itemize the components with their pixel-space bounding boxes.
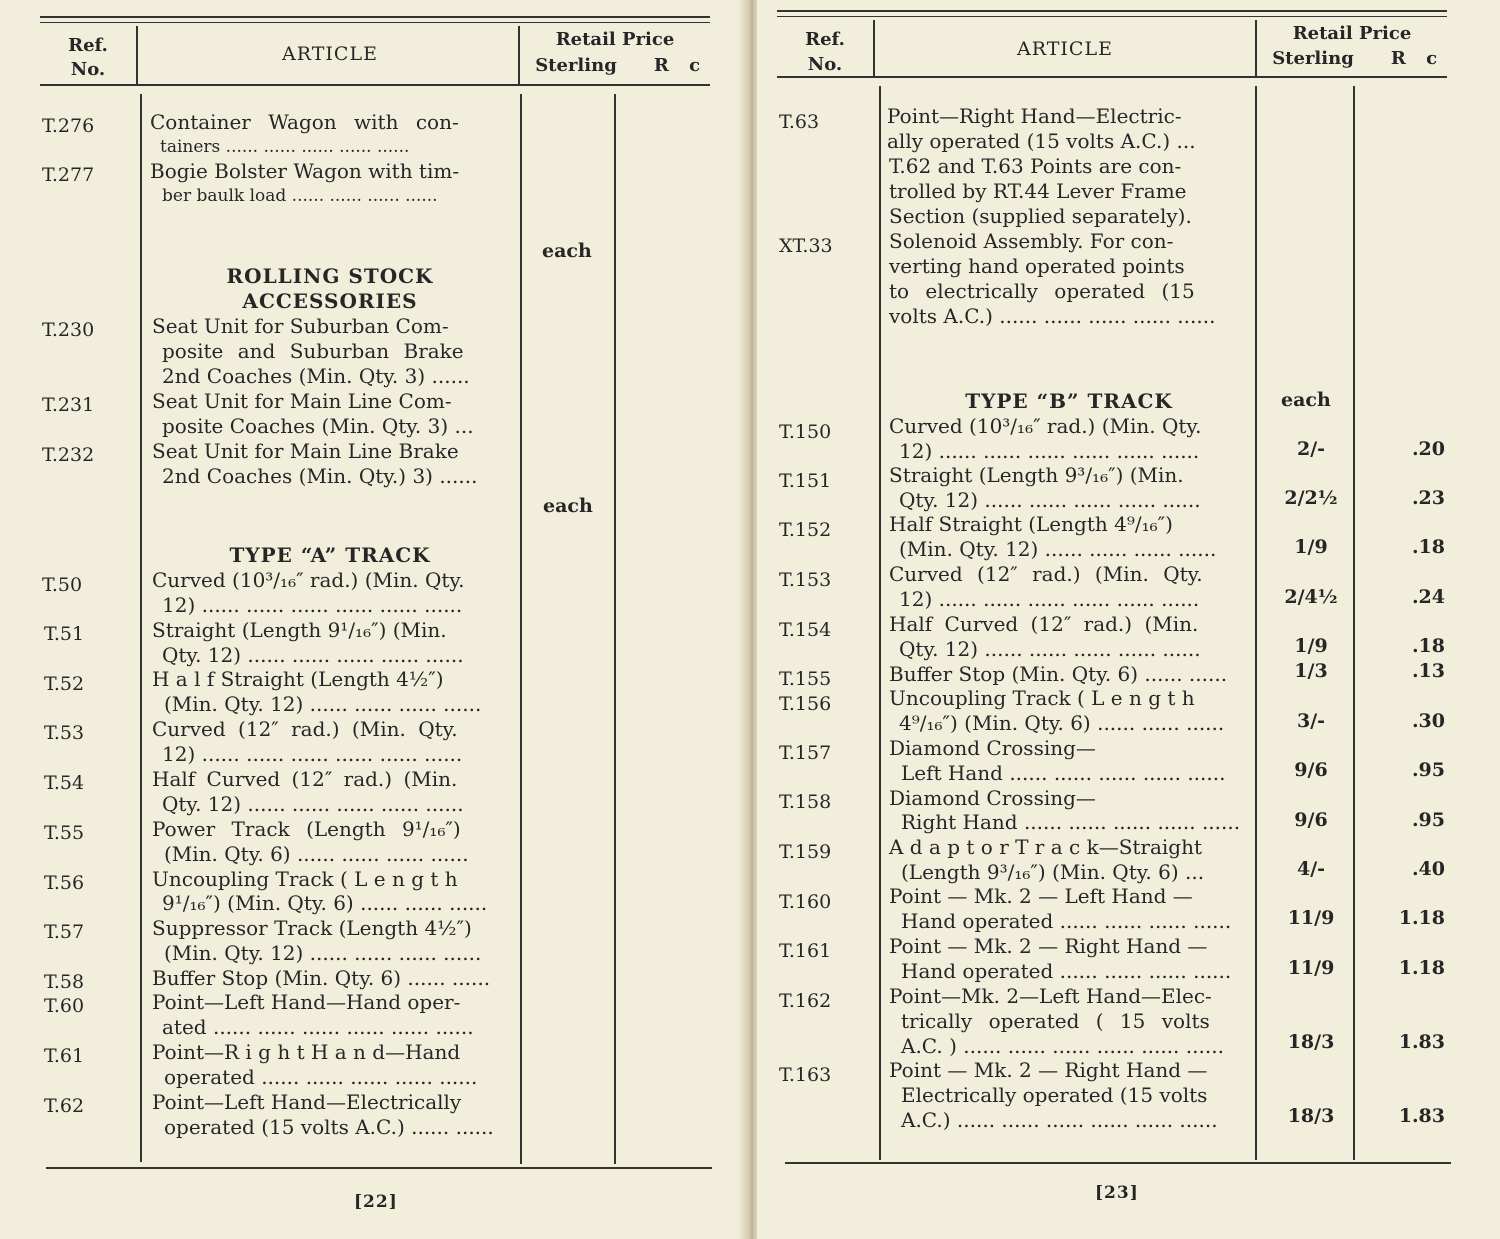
article-line: Straight (Length 9¹/₁₆″) (Min. <box>152 618 447 642</box>
page-number: [22] <box>354 1192 398 1212</box>
bottom-rule <box>785 1162 1451 1164</box>
ref-no: T.153 <box>779 569 832 591</box>
ref-no: T.51 <box>44 623 85 645</box>
article-line: (Min. Qty. 12) ...... ...... ...... ...... <box>899 537 1217 561</box>
ref-no: T.276 <box>42 115 95 137</box>
article-line: Half Curved (12″ rad.) (Min. <box>152 767 458 791</box>
article-line: Point — Mk. 2 — Right Hand — <box>889 1058 1208 1082</box>
page-number: [23] <box>1095 1183 1139 1203</box>
article-line: 12) ...... ...... ...... ...... ...... ...... <box>899 587 1200 611</box>
ref-no: T.52 <box>44 673 85 695</box>
article-line: H a l f Straight (Length 4½″) <box>152 667 444 691</box>
price-rc: 1.18 <box>1398 907 1445 929</box>
ref-no: T.160 <box>779 891 832 913</box>
section-heading: TYPE “A” TRACK <box>229 543 431 567</box>
article-line: (Min. Qty. 12) ...... ...... ...... ...... <box>164 941 482 965</box>
ref-no: T.231 <box>42 394 95 416</box>
article-line: Point — Mk. 2 — Left Hand — <box>889 884 1193 908</box>
article-line: Hand operated ...... ...... ...... ...... <box>901 959 1232 983</box>
article-line: ber baulk load ...... ...... ...... ...... <box>162 186 438 206</box>
price-rc: .40 <box>1411 858 1445 880</box>
ref-no: T.150 <box>779 421 832 443</box>
top-rule-inner <box>777 16 1447 17</box>
header-ref: Ref. <box>805 29 845 50</box>
price-rc: .23 <box>1411 487 1445 509</box>
price-sterling: 2/- <box>1296 438 1326 460</box>
article-line: volts A.C.) ...... ...... ...... ...... ...... <box>889 304 1216 328</box>
article-line: Power Track (Length 9¹/₁₆″) <box>152 817 461 841</box>
article-line: Container Wagon with con- <box>150 110 459 134</box>
article-line: Solenoid Assembly. For con- <box>889 229 1174 253</box>
header-rule <box>40 84 710 86</box>
price-sterling: 18/3 <box>1287 1031 1335 1053</box>
ref-no: T.161 <box>779 940 832 962</box>
article-line: Qty. 12) ...... ...... ...... ...... ...... <box>162 643 464 667</box>
article-line: operated ...... ...... ...... ...... ...... <box>164 1065 478 1089</box>
header-rc: R c <box>653 55 701 76</box>
article-line: Diamond Crossing— <box>889 786 1096 810</box>
ref-no: T.57 <box>44 921 85 943</box>
top-rule-inner <box>40 22 710 23</box>
article-line: Curved (12″ rad.) (Min. Qty. <box>889 562 1203 586</box>
article-line: posite Coaches (Min. Qty. 3) ... <box>162 414 474 438</box>
header-article: ARTICLE <box>1017 38 1113 60</box>
article-line: Point—Right Hand—Electric- <box>887 104 1182 128</box>
ref-no: T.56 <box>44 872 85 894</box>
article-line: A.C.) ...... ...... ...... ...... ...... ...... <box>901 1108 1218 1132</box>
right-page <box>757 0 1500 1239</box>
left-page <box>0 0 746 1239</box>
article-line: ally operated (15 volts A.C.) ... <box>887 129 1196 153</box>
ref-no: T.154 <box>779 619 832 641</box>
article-line: Electrically operated (15 volts <box>901 1083 1208 1107</box>
price-rc: .20 <box>1411 438 1445 460</box>
price-rc: .18 <box>1411 536 1445 558</box>
ref-no: T.162 <box>779 990 832 1012</box>
price-rc: 1.18 <box>1398 957 1445 979</box>
ref-no: T.63 <box>779 111 820 133</box>
article-line: Diamond Crossing— <box>889 736 1096 760</box>
header-ref: Ref. <box>68 35 108 56</box>
top-rule <box>777 10 1447 12</box>
article-line: Straight (Length 9³/₁₆″) (Min. <box>889 463 1184 487</box>
price-sterling: 11/9 <box>1287 907 1335 929</box>
header-rc: R c <box>1390 48 1438 69</box>
article-line: (Length 9³/₁₆″) (Min. Qty. 6) ... <box>901 860 1205 884</box>
article-line: Qty. 12) ...... ...... ...... ...... ...... <box>899 488 1201 512</box>
ref-no: T.60 <box>44 995 85 1017</box>
section-heading: TYPE “B” TRACK <box>965 389 1173 413</box>
article-line: 4⁹/₁₆″) (Min. Qty. 6) ...... ...... ...... <box>899 711 1225 735</box>
article-line: 12) ...... ...... ...... ...... ...... ...... <box>162 742 463 766</box>
article-line: Uncoupling Track ( L e n g t h <box>889 686 1195 710</box>
article-line: Seat Unit for Main Line Com- <box>152 389 452 413</box>
article-line: operated (15 volts A.C.) ...... ...... <box>164 1115 494 1139</box>
article-line: Curved (12″ rad.) (Min. Qty. <box>152 717 458 741</box>
article-line: Hand operated ...... ...... ...... ...... <box>901 909 1232 933</box>
ref-no: T.50 <box>42 574 83 596</box>
ref-no: T.62 <box>44 1095 85 1117</box>
price-sterling: 18/3 <box>1287 1105 1335 1127</box>
ref-no: T.58 <box>44 971 85 993</box>
article-line: Point—Left Hand—Hand oper- <box>152 990 461 1014</box>
each-label: each <box>542 240 592 262</box>
article-line: trolled by RT.44 Lever Frame <box>889 179 1187 203</box>
ref-no: T.157 <box>779 742 832 764</box>
article-line: Right Hand ...... ...... ...... ...... ...... <box>901 810 1241 834</box>
price-rc: .18 <box>1411 635 1445 657</box>
article-line: to electrically operated (15 <box>889 279 1195 303</box>
article-line: Point—Mk. 2—Left Hand—Elec- <box>889 984 1212 1008</box>
price-rc: .24 <box>1411 586 1445 608</box>
ref-no: T.152 <box>779 519 832 541</box>
ref-no: T.54 <box>44 772 85 794</box>
header-retail-price: Retail Price <box>1292 23 1412 44</box>
article-line: Uncoupling Track ( L e n g t h <box>152 867 458 891</box>
price-sterling: 2/4½ <box>1284 586 1338 608</box>
header-divider <box>136 26 138 84</box>
price-rc: .30 <box>1411 710 1445 732</box>
article-line: 9¹/₁₆″) (Min. Qty. 6) ...... ...... ...... <box>162 891 488 915</box>
column-divider-article <box>1255 86 1257 1160</box>
article-line: Half Curved (12″ rad.) (Min. <box>889 612 1199 636</box>
ref-no: T.230 <box>42 319 95 341</box>
article-line: A.C. ) ...... ...... ...... ...... ...... ...... <box>901 1034 1224 1058</box>
article-line: trically operated ( 15 volts <box>901 1009 1210 1033</box>
header-rule <box>777 76 1447 78</box>
column-divider-ref <box>879 86 881 1160</box>
article-line: posite and Suburban Brake <box>162 339 464 363</box>
article-line: 2nd Coaches (Min. Qty. 3) ...... <box>162 364 470 388</box>
article-line: Point—Left Hand—Electrically <box>152 1090 462 1114</box>
price-sterling: 1/9 <box>1294 536 1328 558</box>
article-line: ated ...... ...... ...... ...... ...... ...... <box>162 1015 474 1039</box>
price-sterling: 9/6 <box>1294 809 1328 831</box>
article-line: Curved (10³/₁₆″ rad.) (Min. Qty. <box>152 568 465 592</box>
header-sterling: Sterling <box>535 55 617 76</box>
article-line: Point—R i g h t H a n d—Hand <box>152 1040 461 1064</box>
article-line: T.62 and T.63 Points are con- <box>889 154 1182 178</box>
article-line: Buffer Stop (Min. Qty. 6) ...... ...... <box>889 662 1228 686</box>
price-sterling: 1/3 <box>1294 660 1328 682</box>
article-line: Left Hand ...... ...... ...... ...... ...... <box>901 761 1226 785</box>
column-divider-price <box>614 94 616 1164</box>
price-sterling: 4/- <box>1296 858 1326 880</box>
article-line: Buffer Stop (Min. Qty. 6) ...... ...... <box>152 966 491 990</box>
article-line: Seat Unit for Main Line Brake <box>152 439 459 463</box>
article-line: verting hand operated points <box>889 254 1185 278</box>
ref-no: XT.33 <box>779 235 833 257</box>
ref-no: T.232 <box>42 444 95 466</box>
ref-no: T.156 <box>779 693 832 715</box>
article-line: 12) ...... ...... ...... ...... ...... ...... <box>162 593 463 617</box>
article-line: Bogie Bolster Wagon with tim- <box>150 159 460 183</box>
price-sterling: 1/9 <box>1294 635 1328 657</box>
price-sterling: 11/9 <box>1287 957 1335 979</box>
ref-no: T.155 <box>779 668 832 690</box>
article-line: (Min. Qty. 6) ...... ...... ...... ...... <box>164 842 469 866</box>
each-label: each <box>1281 389 1331 411</box>
ref-no: T.61 <box>44 1045 85 1067</box>
header-sterling: Sterling <box>1272 48 1354 69</box>
article-line: A d a p t o r T r a c k—Straight <box>889 835 1203 859</box>
article-line: (Min. Qty. 12) ...... ...... ...... ...... <box>164 692 482 716</box>
column-divider-article <box>520 94 522 1164</box>
price-sterling: 2/2½ <box>1284 487 1338 509</box>
ref-no: T.159 <box>779 841 832 863</box>
article-line: Seat Unit for Suburban Com- <box>152 314 449 338</box>
ref-no: T.158 <box>779 791 832 813</box>
article-line: 2nd Coaches (Min. Qty.) 3) ...... <box>162 464 478 488</box>
column-divider-ref <box>140 94 142 1162</box>
section-heading: ROLLING STOCK <box>226 264 434 288</box>
article-line: Point — Mk. 2 — Right Hand — <box>889 934 1208 958</box>
ref-no: T.151 <box>779 470 832 492</box>
header-retail-price: Retail Price <box>555 29 675 50</box>
article-line: Qty. 12) ...... ...... ...... ...... ...... <box>162 792 464 816</box>
article-line: 12) ...... ...... ...... ...... ...... ...... <box>899 439 1200 463</box>
header-article: ARTICLE <box>282 43 378 65</box>
header-no: No. <box>807 54 843 75</box>
ref-no: T.55 <box>44 822 85 844</box>
article-line: Curved (10³/₁₆″ rad.) (Min. Qty. <box>889 414 1202 438</box>
ref-no: T.277 <box>42 164 95 186</box>
column-divider-price <box>1353 86 1355 1160</box>
price-sterling: 3/- <box>1296 710 1326 732</box>
price-rc: .95 <box>1411 759 1445 781</box>
article-line: Half Straight (Length 4⁹/₁₆″) <box>889 512 1173 536</box>
price-rc: .13 <box>1411 660 1445 682</box>
each-label: each <box>543 495 593 517</box>
section-heading: ACCESSORIES <box>242 289 418 313</box>
ref-no: T.163 <box>779 1064 832 1086</box>
article-line: Suppressor Track (Length 4½″) <box>152 916 472 940</box>
price-rc: .95 <box>1411 809 1445 831</box>
price-sterling: 9/6 <box>1294 759 1328 781</box>
article-line: tainers ...... ...... ...... ...... ...... <box>160 137 410 157</box>
ref-no: T.53 <box>44 722 85 744</box>
article-line: Section (supplied separately). <box>889 204 1192 228</box>
price-rc: 1.83 <box>1398 1105 1445 1127</box>
top-rule <box>40 16 710 18</box>
header-no: No. <box>70 59 106 80</box>
article-line: Qty. 12) ...... ...... ...... ...... ...... <box>899 637 1201 661</box>
price-rc: 1.83 <box>1398 1031 1445 1053</box>
bottom-rule <box>46 1167 712 1169</box>
